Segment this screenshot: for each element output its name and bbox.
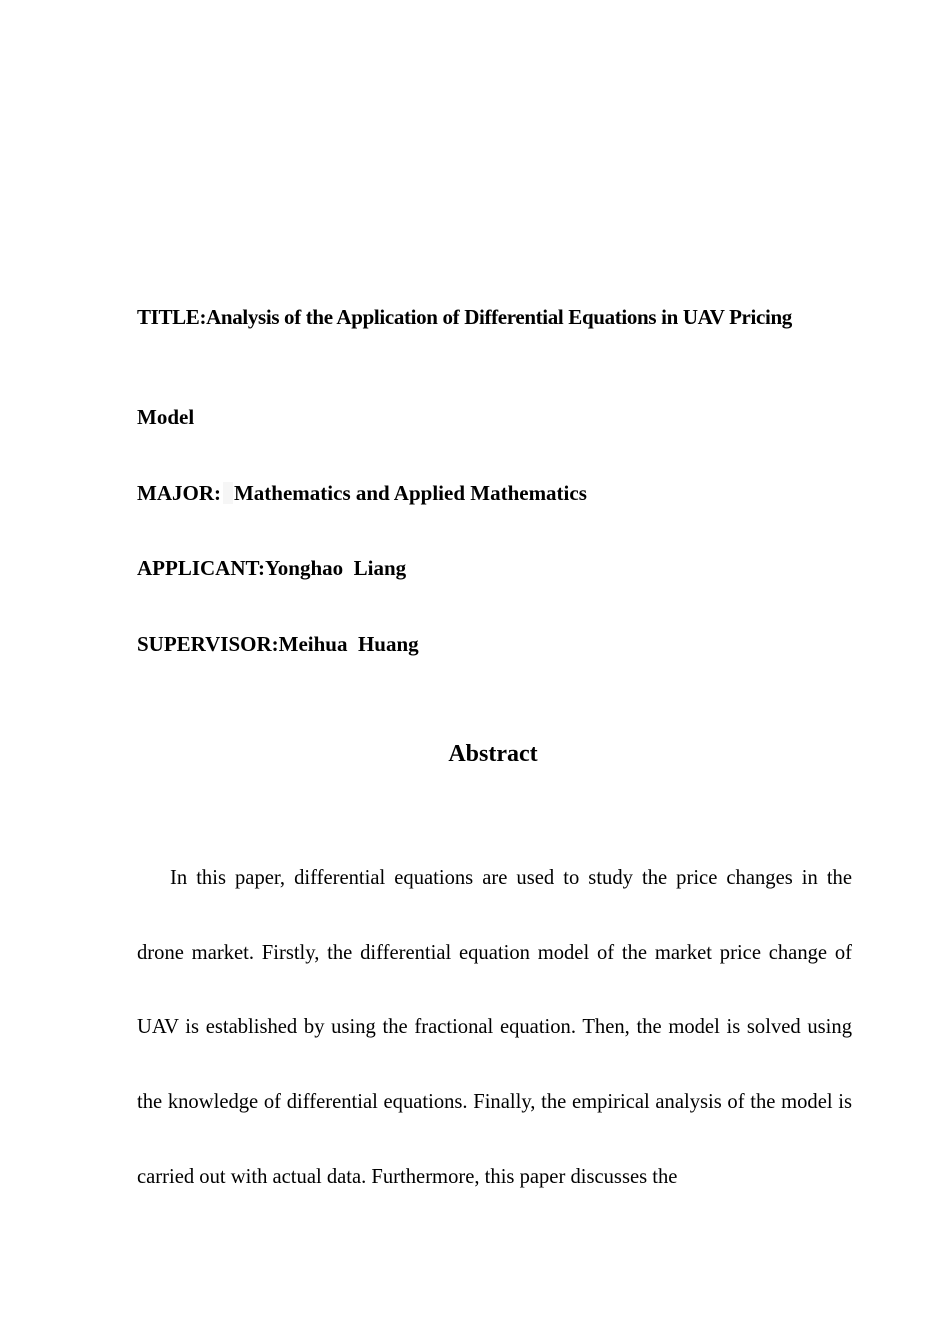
supervisor-label: SUPERVISOR:	[137, 632, 279, 656]
major-value: Mathematics and Applied Mathematics	[233, 481, 587, 505]
thesis-title-line-1	[137, 307, 852, 328]
supervisor-value: Meihua Huang	[278, 632, 419, 656]
major-line	[137, 482, 587, 504]
title-text	[137, 307, 792, 328]
thesis-title-line-2: Model	[137, 405, 195, 429]
supervisor-line	[137, 634, 419, 655]
title-label: TITLE:	[137, 305, 207, 329]
abstract-body: In this paper, differential equations are used to study the price changes in the drone market. Firstly, the differential equation model of the market price change of UAV is established by using the fractional equation. Then, the model is solved using the knowledge of differential equations. Finally, the empirical analysis of the model is carried out with actual data. Furthermore, this paper discusses the	[137, 867, 852, 1188]
abstract-heading: Abstract	[448, 741, 538, 767]
applicant-line	[137, 558, 406, 579]
major-label: MAJOR:	[137, 481, 221, 505]
title-value: Analysis of the Application of Differential Equations in UAV Pricing	[206, 305, 792, 329]
applicant-label: APPLICANT:	[137, 556, 265, 580]
applicant-value: Yonghao Liang	[264, 556, 407, 580]
blank-box	[223, 482, 233, 504]
